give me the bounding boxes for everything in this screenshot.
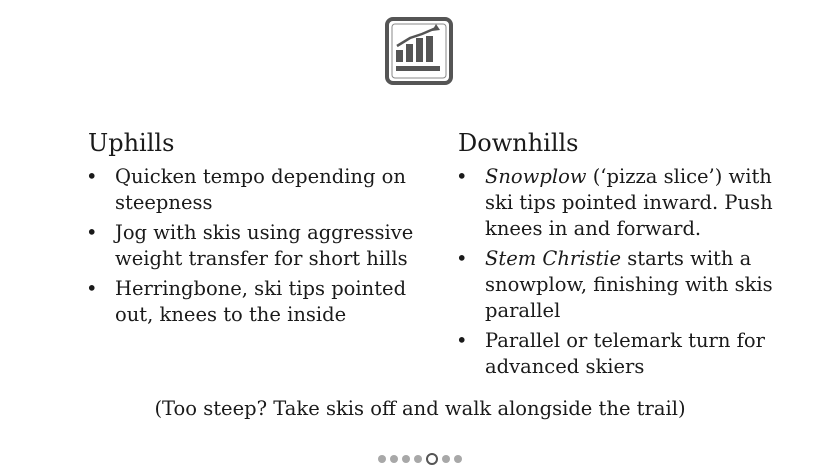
pager-dot[interactable]: [390, 455, 398, 463]
downhills-heading: Downhills: [458, 129, 579, 157]
footer-note: (Too steep? Take skis off and walk alongside the trail): [154, 397, 686, 420]
list-item: • Herringbone, ski tips pointed out, knees to the inside: [88, 276, 428, 328]
uphills-column: [88, 128, 428, 332]
slide-pager: [0, 453, 840, 465]
list-item: [458, 328, 788, 380]
list-item: • Jog with skis using aggressive weight transfer for short hills: [88, 220, 428, 272]
list-item-text: starts with a snowplow, finishing with skis parallel: [485, 247, 773, 322]
pager-dot[interactable]: [442, 455, 450, 463]
growth-chart-icon: [384, 16, 454, 86]
list-item: • Quicken tempo depending on steepness: [88, 164, 428, 216]
uphills-list: [88, 164, 428, 328]
pager-dot[interactable]: [454, 455, 462, 463]
list-item: [458, 164, 788, 242]
downhills-column: [458, 128, 788, 384]
pager-dot[interactable]: [402, 455, 410, 463]
list-item: [458, 246, 788, 324]
list-item-emphasis: Stem Christie: [485, 247, 622, 270]
uphills-heading: Uphills: [88, 129, 175, 157]
pager-dot[interactable]: [378, 455, 386, 463]
list-item-emphasis: Snowplow: [485, 165, 587, 188]
list-item-text: Parallel or telemark turn for advanced skiers: [485, 329, 765, 378]
pager-dot[interactable]: [414, 455, 422, 463]
list-item-text: (‘pizza slice’) with ski tips pointed inward. Push knees in and forward.: [485, 165, 773, 240]
downhills-list: [458, 164, 788, 380]
pager-dot-active[interactable]: [426, 453, 438, 465]
